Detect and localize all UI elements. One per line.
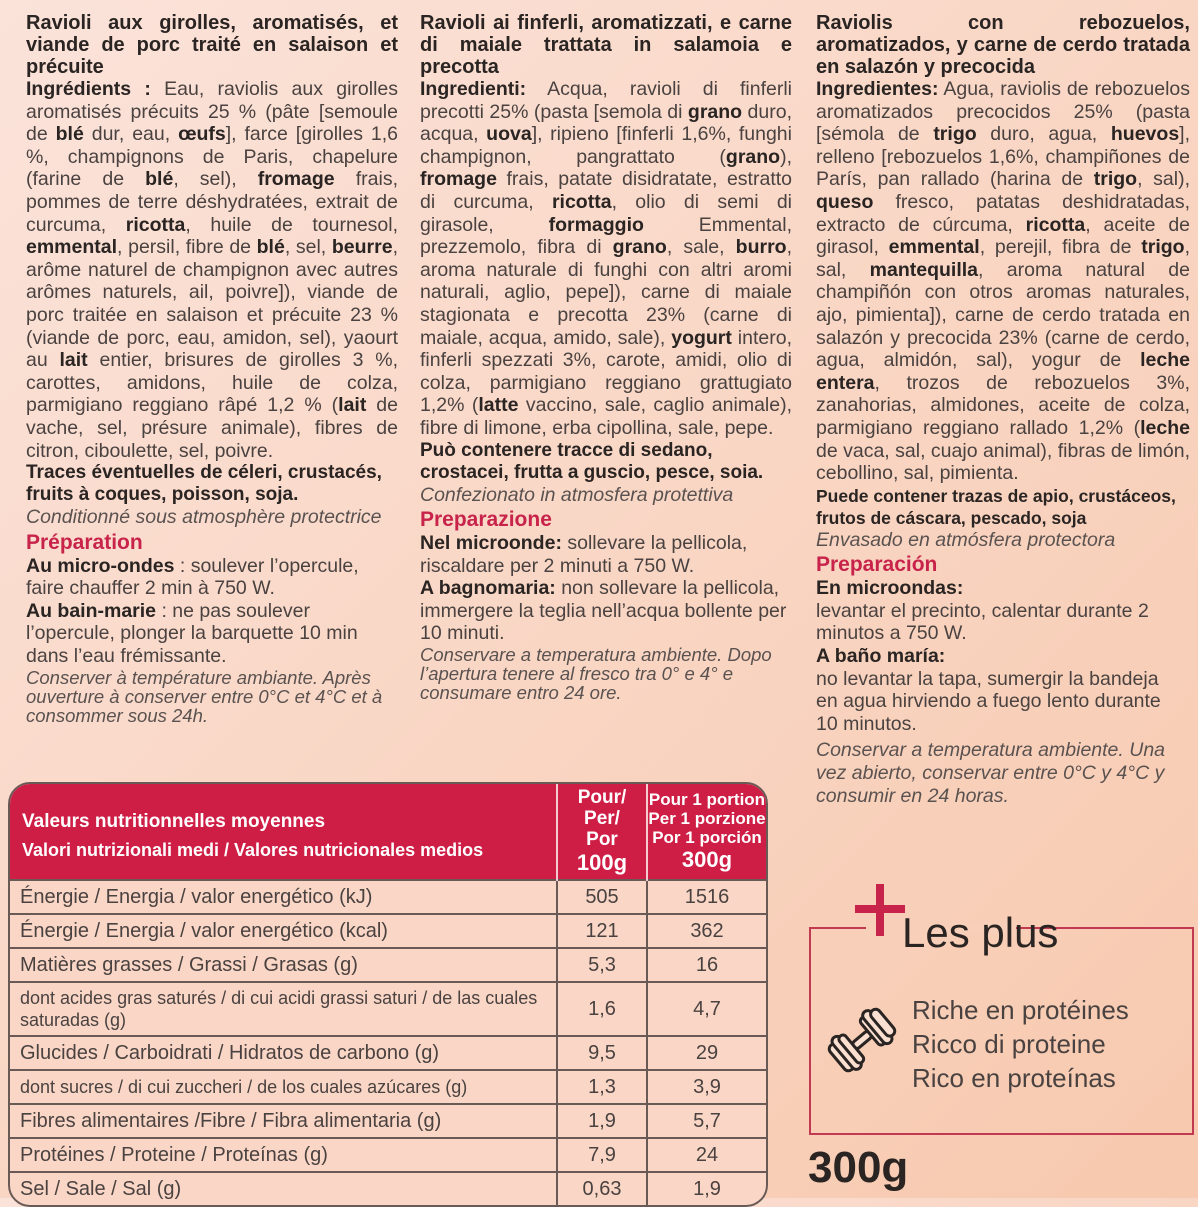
value-per-portion: 5,7 (647, 1104, 766, 1138)
value-per-100g: 121 (557, 914, 647, 948)
ingredient-text: ], ripieno [finferli 1,6%, funghi champignon, pangrattato ( (420, 123, 792, 168)
allergen-word: grano (725, 145, 781, 168)
plus-icon-bar (855, 905, 905, 913)
ingredients-es (816, 78, 1190, 485)
bainmarie-text-it: non sollevare la pellicola, immergere la teglia nell’acqua bollente per 10 minuti. (420, 577, 787, 645)
bainmarie-label-it: A bagnomaria: (420, 577, 556, 600)
ingredient-text: , perejil, fibra de (979, 236, 1142, 259)
allergen-word: beurre (331, 236, 393, 259)
ingredient-text: , sel, (284, 236, 332, 259)
ingredients-text-it (420, 78, 792, 439)
allergen-word: ricotta (125, 213, 186, 236)
nutrition-header-row (10, 784, 766, 880)
ingredient-text: dur, eau, (83, 123, 179, 146)
microwave-text-es: levantar el precinto, calentar durante 2 minutos a 750 W. (816, 599, 1149, 645)
nutrient-label: Fibres alimentaires /Fibre / Fibra alimentaria (g) (10, 1104, 557, 1138)
allergen-word: grano (612, 236, 667, 259)
bainmarie-text-es: no levantar la tapa, sumergir la bandeja en agua hirviendo a fuego lento durante 10 minutos. (816, 667, 1161, 735)
microwave-instructions-it (420, 532, 792, 577)
microwave-text-fr: : soulever l’opercule, faire chauffer 2 min à 750 W. (26, 554, 359, 600)
ingredient-text: , aroma natural de champiñón con otros aromas naturales, ajo, pimienta]), carne de cerdo tratada en salazón y precocida 23% (carne de cerdo, agua, almidón, sal), yogur de (816, 258, 1190, 372)
ingredients-label-it: Ingredienti: (420, 78, 527, 100)
allergens-es: Puede contener trazas de apio, crustáceos, frutos de cáscara, pescado, soja (816, 485, 1176, 528)
value-per-100g: 5,3 (557, 948, 647, 982)
spanish-column (816, 12, 1190, 807)
nutrient-label: dont acides gras saturés / di cui acidi grassi saturi / de las cuales saturadas (g) (10, 982, 557, 1036)
french-column (26, 12, 398, 725)
allergen-word: lait (59, 349, 88, 372)
allergen-word: fromage (257, 168, 335, 191)
per-100g-line: 100g (576, 850, 628, 875)
bainmarie-instructions-fr (26, 600, 398, 668)
per-portion-line: Pour 1 portion (648, 790, 766, 809)
value-per-portion: 1,9 (647, 1172, 766, 1205)
allergen-word: lait (338, 394, 367, 417)
value-per-portion: 29 (647, 1036, 766, 1070)
allergen-word: yogurt (671, 326, 732, 349)
allergen-word: ricotta (1025, 213, 1086, 236)
allergen-word: ricotta (551, 190, 612, 213)
ingredient-text: frais, patate disidratate, estratto di curcuma, (420, 168, 792, 213)
allergen-word: trigo (1141, 236, 1185, 259)
nutrition-row (10, 1104, 766, 1138)
ingredients-it (420, 78, 792, 440)
storage-es: Conservar a temperatura ambiente. Una vez abierto, conservar entre 0°C y 4°C y consumir en 24 horas. (816, 739, 1166, 807)
per-100g-header (557, 784, 647, 880)
nutrition-row (10, 914, 766, 948)
ingredient-text: Acqua, ravioli di finferli precotti 25% (pasta [semola di (420, 78, 792, 123)
ingredient-text: , sal), (1137, 168, 1190, 191)
per-portion-line: Per 1 porzione (648, 809, 766, 828)
microwave-label-es: En microondas: (816, 577, 964, 600)
bainmarie-text-fr: : ne pas soulever l’opercule, plonger la barquette 10 min dans l’eau frémissante. (26, 599, 358, 668)
allergen-word: grano (687, 100, 743, 123)
ingredient-text: fresco, patatas deshidratadas, extracto de cúrcuma, (816, 190, 1190, 236)
nutrient-label: Matières grasses / Grassi / Grasas (g) (10, 948, 557, 982)
per-portion-line: 300g (681, 847, 733, 872)
nutrition-row (10, 880, 766, 914)
les-plus-list (912, 993, 1129, 1095)
nutrition-row (10, 1138, 766, 1172)
ingredient-text: , sal, (816, 236, 1191, 281)
ingredient-text: de vache, sel, présure animale), fibres de citron, ciboulette, sel, poivre. (26, 394, 398, 462)
ingredient-text: , sale, (666, 236, 736, 259)
value-per-portion: 1516 (647, 880, 766, 914)
les-plus-item: Riche en protéines (912, 995, 1129, 1025)
ingredient-text: duro, agua, (976, 123, 1111, 146)
bainmarie-label-fr: Au bain-marie (26, 599, 157, 622)
ingredient-text: , sel), (173, 168, 258, 191)
microwave-label-fr: Au micro-ondes (26, 554, 175, 577)
allergen-word: blé (256, 236, 285, 259)
value-per-portion: 16 (647, 948, 766, 982)
allergen-word: trigo (933, 123, 977, 146)
les-plus-item: Ricco di proteine (912, 1029, 1106, 1059)
value-per-portion: 4,7 (647, 982, 766, 1036)
value-per-100g: 9,5 (557, 1036, 647, 1070)
nutrition-row (10, 1070, 766, 1104)
ingredient-text: , persil, fibre de (117, 236, 257, 259)
ingredients-fr (26, 78, 398, 462)
ingredient-text: frais, pommes de terre déshydratées, extrait de curcuma, (26, 168, 398, 236)
allergen-word: fromage (420, 168, 497, 191)
nutrition-row (10, 1172, 766, 1205)
nutrition-header-line2: Valori nutrizionali medi / Valores nutricionales medios (22, 839, 484, 860)
ingredient-text: , olio di semi di girasole, (420, 190, 793, 236)
value-per-portion: 3,9 (647, 1070, 766, 1104)
ingredients-text-es (816, 78, 1190, 484)
allergen-word: huevos (1110, 123, 1180, 146)
nutrition-row (10, 1036, 766, 1070)
ingredient-text: ], farce [girolles 1,6 %, champignons de Paris, chapelure (farine de (26, 123, 399, 191)
ingredients-label-fr: Ingrédients : (26, 78, 151, 100)
nutrient-label: dont sucres / di cui zuccheri / de los cuales azúcares (g) (10, 1070, 557, 1104)
packaging-es: Envasado en atmósfera protectora (816, 528, 1116, 551)
allergen-word: œufs (178, 123, 226, 146)
product-title-it: Ravioli ai finferli, aromatizzati, e carne di maiale trattata in salamoia e precotta (420, 12, 792, 78)
allergens-fr: Traces éventuelles de céleri, crustacés, fruits à coques, poisson, soja. (26, 462, 382, 506)
value-per-100g: 1,3 (557, 1070, 647, 1104)
allergen-word: blé (145, 168, 174, 191)
per-portion-header (647, 784, 766, 880)
nutrient-label: Protéines / Proteine / Proteínas (g) (10, 1138, 557, 1172)
nutrition-row (10, 948, 766, 982)
value-per-portion: 362 (647, 914, 766, 948)
nutrition-header-line1: Valeurs nutritionnelles moyennes (22, 810, 326, 832)
nutrient-label: Glucides / Carboidrati / Hidratos de carbono (g) (10, 1036, 557, 1070)
ingredient-text: , arôme naturel de champignon avec autres arômes naturels, ail, poivre]), viande de porc traitée en salaison et précuite 23 % (viande de porc, eau, amidon, sel), yaourt au (26, 236, 398, 372)
net-weight: 300g (808, 1143, 909, 1192)
les-plus-item: Rico en proteínas (912, 1063, 1116, 1093)
bainmarie-label-es: A baño maría: (816, 645, 946, 668)
nutrition-header (10, 784, 557, 880)
ingredient-text: , aroma naturale di funghi con altri aromi naturali, aglio, pepe]), carne di maiale stagionata e precotta 23% (carne di maiale, acqua, amido, sale), (420, 236, 792, 349)
ingredient-text: Agua, raviolis de rebozuelos aromatizados precocidos 25% (pasta [sémola de (816, 78, 1190, 146)
microwave-label-it: Nel microonde: (420, 532, 562, 555)
preparation-heading-fr: Préparation (26, 530, 143, 554)
value-per-100g: 505 (557, 880, 647, 914)
nutrient-label: Énergie / Energia / valor energético (kcal) (10, 914, 557, 948)
dumbbell-icon (822, 1000, 902, 1080)
ingredient-text: , trozos de rebozuelos 3%, zanahorias, almidones, aceite de colza, parmigiano reggiano rallado 1,2% ( (816, 371, 1190, 439)
per-100g-line: Pour/ (577, 787, 627, 808)
allergen-word: formaggio (548, 213, 644, 236)
ingredients-text-fr (26, 78, 398, 462)
product-title-fr: Ravioli aux girolles, aromatisés, et viande de porc traité en salaison et précuite (26, 12, 398, 78)
ingredient-text: de vaca, sal, cuajo animal), fibras de limón, cebollino, sal, pimienta. (816, 439, 1190, 485)
allergen-word: blé (55, 123, 84, 146)
value-per-100g: 1,9 (557, 1104, 647, 1138)
per-100g-line: Per/ (584, 808, 620, 829)
allergen-word: burro (735, 236, 787, 259)
microwave-instructions-fr (26, 555, 398, 600)
allergen-word: uova (486, 123, 532, 146)
ingredient-text: , huile de tournesol, (185, 213, 399, 236)
preparation-heading-es: Preparación (816, 553, 938, 577)
packaging-fr: Conditionné sous atmosphère protectrice (26, 506, 382, 529)
allergen-word: queso (816, 190, 874, 213)
value-per-100g: 0,63 (557, 1172, 647, 1205)
nutrient-label: Sel / Sale / Sal (g) (10, 1172, 557, 1205)
packaging-it: Confezionato in atmosfera protettiva (420, 483, 734, 506)
nutrition-table (8, 782, 768, 1207)
allergens-it: Può contenere tracce di sedano, crostacei, frutta a guscio, pesce, soia. (420, 439, 764, 483)
value-per-portion: 24 (647, 1138, 766, 1172)
nutrition-row (10, 982, 766, 1036)
product-title-es: Raviolis con rebozuelos, aromatizados, y carne de cerdo tratada en salazón y precocida (816, 12, 1190, 78)
microwave-text-it: sollevare la pellicola, riscaldare per 2 minuti a 750 W. (420, 532, 748, 577)
allergen-word: emmental (888, 236, 980, 259)
nutrient-label: Énergie / Energia / valor energético (kJ) (10, 880, 557, 914)
allergen-word: latte (478, 394, 519, 417)
ingredients-label-es: Ingredientes: (816, 78, 939, 100)
ingredient-text: Emmental, prezzemolo, fibra di (420, 213, 792, 259)
ingredient-text: ], relleno [rebozuelos 1,6%, champiñones de París, pan rallado (harina de (816, 123, 1191, 191)
ingredient-text: ), (780, 145, 792, 168)
allergen-word: emmental (26, 236, 118, 259)
ingredient-text: duro, acqua, (420, 100, 792, 146)
les-plus-title: Les plus (902, 909, 1059, 956)
value-per-100g: 7,9 (557, 1138, 647, 1172)
preparation-heading-it: Preparazione (420, 508, 552, 532)
storage-fr: Conserver à température ambiante. Après ouverture à conserver entre 0°C et 4°C et à consommer sous 24h. (26, 666, 383, 726)
allergen-word: mantequilla (869, 258, 979, 281)
value-per-100g: 1,6 (557, 982, 647, 1036)
ingredient-text: , aceite de girasol, (816, 213, 1191, 259)
ingredient-text: entier, brisures de girolles 3 %, carottes, amidons, huile de colza, parmigiano reggiano râpé 1,2 % ( (26, 349, 398, 417)
italian-column (420, 12, 792, 702)
per-portion-line: Por 1 porción (652, 828, 762, 847)
storage-it: Conservare a temperatura ambiente. Dopo l’apertura tenere al fresco tra 0° e 4° e consumare entro 24 ore. (420, 644, 772, 704)
allergen-word: trigo (1093, 168, 1138, 191)
allergen-word: leche entera (816, 349, 1190, 394)
per-100g-line: Por (586, 829, 618, 850)
bainmarie-instructions-it (420, 577, 792, 645)
ingredient-text: Eau, raviolis aux girolles aromatisés précuits 25 % (pâte [semoule de (26, 78, 398, 146)
allergen-word: leche (1140, 416, 1190, 439)
ingredient-text: vaccino, sale, caglio animale), fibre di limone, erba cipollina, sale, pepe. (420, 394, 793, 439)
ingredient-text: intero, finferli spezzati 3%, carote, amidi, olio di colza, parmigiano reggiano grattugiato 1,2% ( (420, 326, 792, 417)
